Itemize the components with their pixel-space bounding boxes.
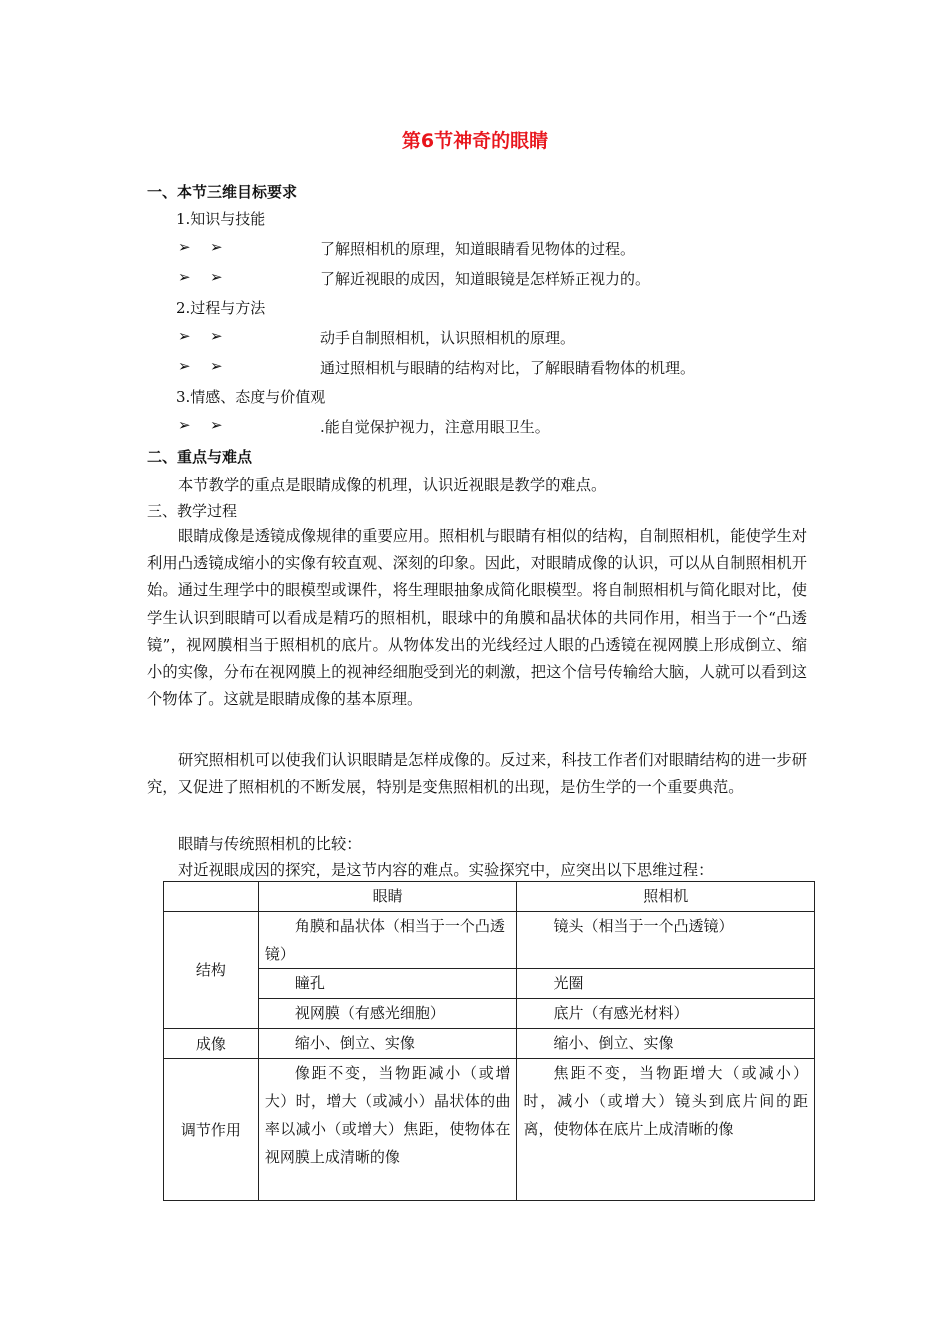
paragraph-camera-research: 研究照相机可以使我们认识眼睛是怎样成像的。反过来，科技工作者们对眼睛结构的进一步研究，又促进了照相机的不断发展，特别是变焦照相机的出现，是仿生学的一个重要典范。 xyxy=(147,751,807,797)
arrow-bullet-icon: ➢ xyxy=(178,268,191,286)
bullet-text: 了解照相机的原理，知道眼睛看见物体的过程。 xyxy=(320,240,636,258)
table-row xyxy=(164,999,815,1029)
arrow-bullet-icon: ➢ xyxy=(178,416,191,434)
bullet-item xyxy=(178,268,818,286)
table-cell: 光圈 xyxy=(517,969,815,999)
arrow-bullet-icon: ➢ xyxy=(178,238,191,256)
table-row xyxy=(164,1029,815,1059)
bullet-text: .能自觉保护视力，注意用眼卫生。 xyxy=(320,418,550,436)
section-heading-process: 三、教学过程 xyxy=(147,502,238,520)
table-cell: 像距不变，当物距减小（或增大）时，增大（或减小）晶状体的曲率以减小（或增大）焦距，使物体在视网膜上成清晰的像 xyxy=(258,1059,517,1201)
table-row xyxy=(164,969,815,999)
goal-group-1: 1.知识与技能 xyxy=(176,210,266,228)
section-heading-key-points: 二、重点与难点 xyxy=(147,448,253,466)
arrow-bullet-icon: ➢ xyxy=(210,268,223,286)
table-row xyxy=(164,912,815,969)
comparison-caption: 眼睛与传统照相机的比较： xyxy=(178,835,362,853)
arrow-bullet-icon: ➢ xyxy=(210,238,223,256)
page-title: 第6节神奇的眼睛 xyxy=(401,130,549,152)
bullet-item xyxy=(178,357,818,375)
paragraph-eye-imaging: 眼睛成像是透镜成像规律的重要应用。照相机与眼睛有相似的结构，自制照相机，能使学生对利用凸透镜成缩小的实像有较直观、深刻的印象。因此，对眼睛成像的认识，可以从自制照相机开始。通过生理学中的眼模型或课件，将生理眼抽象成简化眼模型。将自制照相机与简化眼对比，使学生认识到眼睛可以看成是精巧的照相机，眼球中的角膜和晶状体的共同作用，相当于一个“凸透镜”，视网膜相当于照相机的底片。从物体发出的光线经过人眼的凸透镜在视网膜上形成倒立、缩小的实像，分布在视网膜上的视神经细胞受到光的刺激，把这个信号传输给大脑，人就可以看到这个物体了。这就是眼睛成像的基本原理。 xyxy=(147,527,807,709)
column-header-eye: 眼睛 xyxy=(258,882,517,912)
row-header-imaging: 成像 xyxy=(164,1029,259,1059)
key-points-text: 本节教学的重点是眼睛成像的机理，认识近视眼是教学的难点。 xyxy=(178,476,607,494)
table-cell: 镜头（相当于一个凸透镜） xyxy=(517,912,815,969)
table-cell: 缩小、倒立、实像 xyxy=(517,1029,815,1059)
comparison-table xyxy=(163,881,815,1201)
arrow-bullet-icon: ➢ xyxy=(178,357,191,375)
goal-group-2: 2.过程与方法 xyxy=(176,299,266,317)
table-cell xyxy=(164,882,259,912)
bullet-item xyxy=(178,416,818,434)
goal-group-3: 3.情感、态度与价值观 xyxy=(176,388,326,406)
table-cell: 底片（有感光材料） xyxy=(517,999,815,1029)
section-heading-goals: 一、本节三维目标要求 xyxy=(147,183,298,201)
table-cell: 视网膜（有感光细胞） xyxy=(258,999,517,1029)
row-header-structure: 结构 xyxy=(164,912,259,1029)
column-header-camera: 照相机 xyxy=(517,882,815,912)
bullet-text: 了解近视眼的成因，知道眼镜是怎样矫正视力的。 xyxy=(320,270,651,288)
row-header-adjustment: 调节作用 xyxy=(164,1059,259,1201)
table-cell: 焦距不变，当物距增大（或减小）时，减小（或增大）镜头到底片间的距离，使物体在底片上成清晰的像 xyxy=(517,1059,815,1201)
table-row xyxy=(164,1059,815,1201)
bullet-text: 动手自制照相机，认识照相机的原理。 xyxy=(320,329,576,347)
arrow-bullet-icon: ➢ xyxy=(178,327,191,345)
table-cell: 瞳孔 xyxy=(258,969,517,999)
table-cell: 角膜和晶状体（相当于一个凸透镜） xyxy=(258,912,517,969)
arrow-bullet-icon: ➢ xyxy=(210,416,223,434)
bullet-text: 通过照相机与眼睛的结构对比，了解眼睛看物体的机理。 xyxy=(320,359,696,377)
table-row xyxy=(164,882,815,912)
table-cell: 缩小、倒立、实像 xyxy=(258,1029,517,1059)
bullet-item xyxy=(178,327,818,345)
arrow-bullet-icon: ➢ xyxy=(210,357,223,375)
arrow-bullet-icon: ➢ xyxy=(210,327,223,345)
bullet-item xyxy=(178,238,818,256)
exploration-text: 对近视眼成因的探究，是这节内容的难点。实验探究中，应突出以下思维过程： xyxy=(178,861,714,879)
